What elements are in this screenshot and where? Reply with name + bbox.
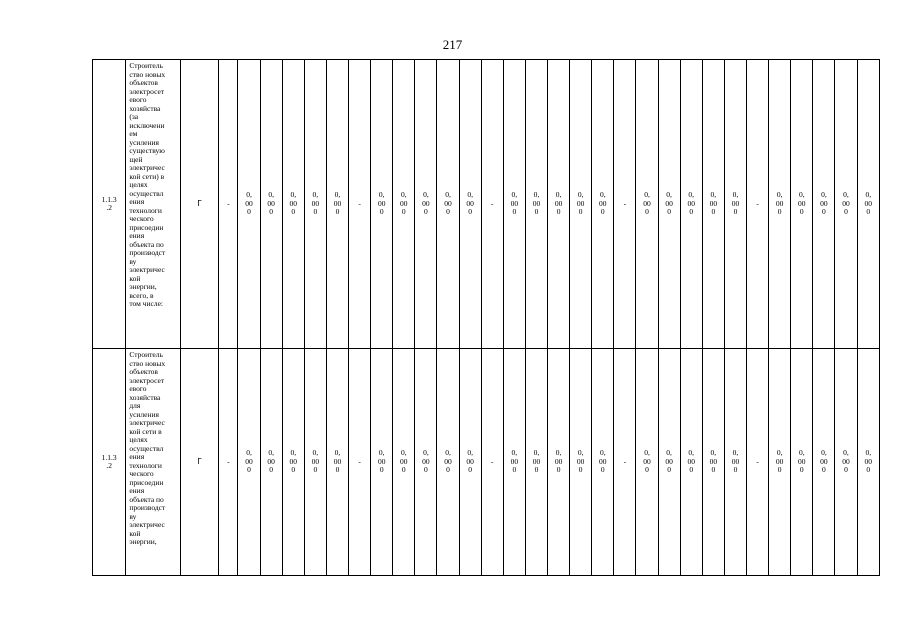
table-row <box>93 349 880 576</box>
value-cell: 0, 00 0 <box>702 60 724 349</box>
value-cell: - <box>349 60 371 349</box>
value-cell: 0, 00 0 <box>857 349 879 576</box>
value-cell: 0, 00 0 <box>769 349 791 576</box>
value-cell: 0, 00 0 <box>260 349 282 576</box>
value-cell: 0, 00 0 <box>702 349 724 576</box>
value-cell: 0, 00 0 <box>415 349 437 576</box>
value-cell: 0, 00 0 <box>437 60 459 349</box>
value-cell: 0, 00 0 <box>503 349 525 576</box>
value-cell: 0, 00 0 <box>282 60 304 349</box>
row-indicator: Г <box>180 60 218 349</box>
value-cell: 0, 00 0 <box>658 60 680 349</box>
value-cell: 0, 00 0 <box>459 349 481 576</box>
value-cell: - <box>481 349 503 576</box>
row-name: Строитель ство новых объектов электросет евого хозяйства для усиления электричес кой сети в целях осуществл ения технологи ческого присоедин ения объекта по производст ву электричес кой энергии, <box>126 349 181 576</box>
value-cell: 0, 00 0 <box>371 349 393 576</box>
value-cell: 0, 00 0 <box>769 60 791 349</box>
value-cell: 0, 00 0 <box>813 60 835 349</box>
value-cell: 0, 00 0 <box>548 60 570 349</box>
value-cell: 0, 00 0 <box>304 60 326 349</box>
value-cell: 0, 00 0 <box>525 349 547 576</box>
value-cell: 0, 00 0 <box>525 60 547 349</box>
value-cell: - <box>219 60 238 349</box>
value-cell: 0, 00 0 <box>592 60 614 349</box>
value-cell: - <box>219 349 238 576</box>
value-cell: 0, 00 0 <box>304 349 326 576</box>
value-cell: 0, 00 0 <box>791 349 813 576</box>
value-cell: 0, 00 0 <box>680 60 702 349</box>
row-indicator: Г <box>180 349 218 576</box>
value-cell: 0, 00 0 <box>813 349 835 576</box>
value-cell: 0, 00 0 <box>835 60 857 349</box>
value-cell: 0, 00 0 <box>548 349 570 576</box>
value-cell: 0, 00 0 <box>857 60 879 349</box>
value-cell: 0, 00 0 <box>393 60 415 349</box>
value-cell: - <box>349 349 371 576</box>
value-cell: 0, 00 0 <box>260 60 282 349</box>
value-cell: 0, 00 0 <box>570 60 592 349</box>
value-cell: 0, 00 0 <box>393 349 415 576</box>
value-cell: - <box>747 349 769 576</box>
value-cell: 0, 00 0 <box>791 60 813 349</box>
value-cell: 0, 00 0 <box>238 349 260 576</box>
value-cell: - <box>614 349 636 576</box>
row-code: 1.1.3 .2 <box>93 349 126 576</box>
value-cell: 0, 00 0 <box>570 349 592 576</box>
data-table <box>92 59 880 576</box>
table-row <box>93 60 880 349</box>
value-cell: 0, 00 0 <box>282 349 304 576</box>
value-cell: 0, 00 0 <box>724 349 746 576</box>
value-cell: 0, 00 0 <box>238 60 260 349</box>
value-cell: 0, 00 0 <box>326 60 348 349</box>
value-cell: 0, 00 0 <box>503 60 525 349</box>
value-cell: 0, 00 0 <box>680 349 702 576</box>
value-cell: 0, 00 0 <box>459 60 481 349</box>
value-cell: - <box>747 60 769 349</box>
value-cell: 0, 00 0 <box>592 349 614 576</box>
value-cell: 0, 00 0 <box>835 349 857 576</box>
value-cell: 0, 00 0 <box>724 60 746 349</box>
value-cell: 0, 00 0 <box>326 349 348 576</box>
value-cell: 0, 00 0 <box>415 60 437 349</box>
value-cell: 0, 00 0 <box>636 60 658 349</box>
value-cell: 0, 00 0 <box>658 349 680 576</box>
row-code: 1.1.3 .2 <box>93 60 126 349</box>
value-cell: 0, 00 0 <box>437 349 459 576</box>
value-cell: 0, 00 0 <box>371 60 393 349</box>
value-cell: - <box>614 60 636 349</box>
page-number: 217 <box>442 37 463 52</box>
value-cell: 0, 00 0 <box>636 349 658 576</box>
row-name: Строитель ство новых объектов электросет евого хозяйства (за исключени ем усиления существую щей электричес кой сети) в целях осуществл ения технологи ческого присоедин ения объекта по производст ву электричес кой энергии, всего, в том числе: <box>126 60 181 349</box>
value-cell: - <box>481 60 503 349</box>
